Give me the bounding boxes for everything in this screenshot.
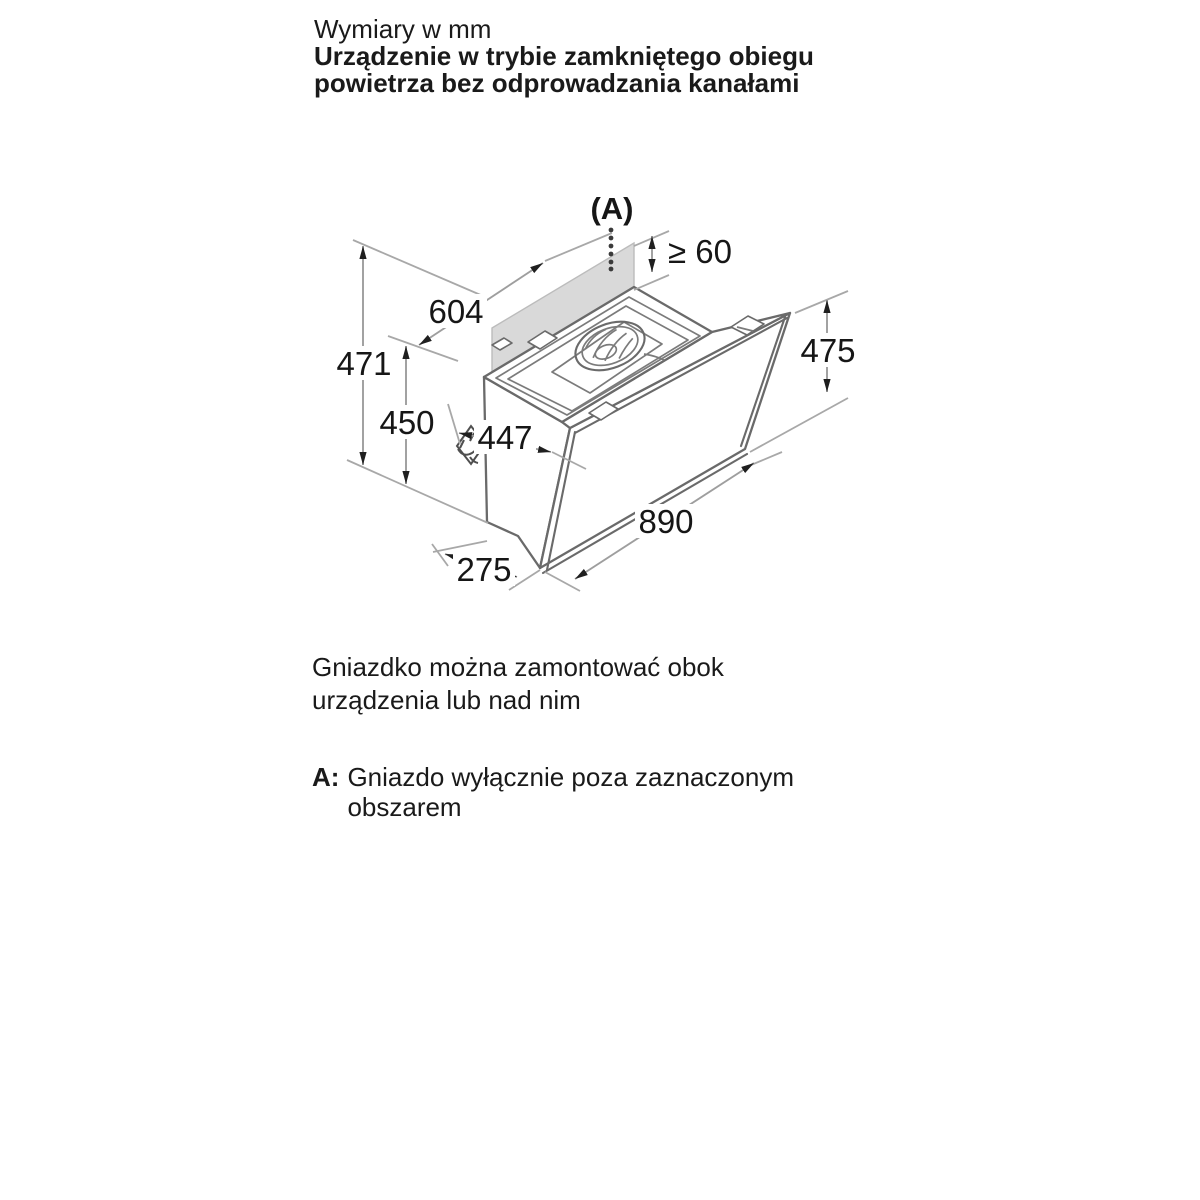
dim-label-471: 471 — [336, 345, 392, 382]
header-subtitle-line2: powietrza bez odprowadzania kanałami — [314, 68, 800, 98]
socket-note-line1: Gniazdko można zamontować obok — [312, 652, 724, 682]
socket-note-line2: urządzenia lub nad nim — [312, 685, 581, 715]
dim-label-604: 604 — [428, 293, 484, 330]
header-title: Wymiary w mm — [314, 14, 492, 44]
point-a-label: (A) — [590, 191, 634, 226]
dim-label-447: 447 — [477, 419, 533, 456]
dim-label-ge60: ≥ 60 — [668, 233, 732, 270]
dim-label-275: 275 — [456, 551, 512, 588]
dim-label-890: 890 — [638, 503, 694, 540]
socket-note — [312, 651, 724, 717]
zone-a-text: Gniazdo wyłącznie poza zaznaczonym obszarem — [347, 762, 794, 822]
header-subtitle-line1: Urządzenie w trybie zamkniętego obiegu — [314, 41, 814, 71]
zone-a-key: A: — [312, 762, 340, 792]
zone-a-note — [312, 762, 847, 822]
dim-label-450: 450 — [379, 404, 435, 441]
dim-label-475: 475 — [800, 332, 856, 369]
